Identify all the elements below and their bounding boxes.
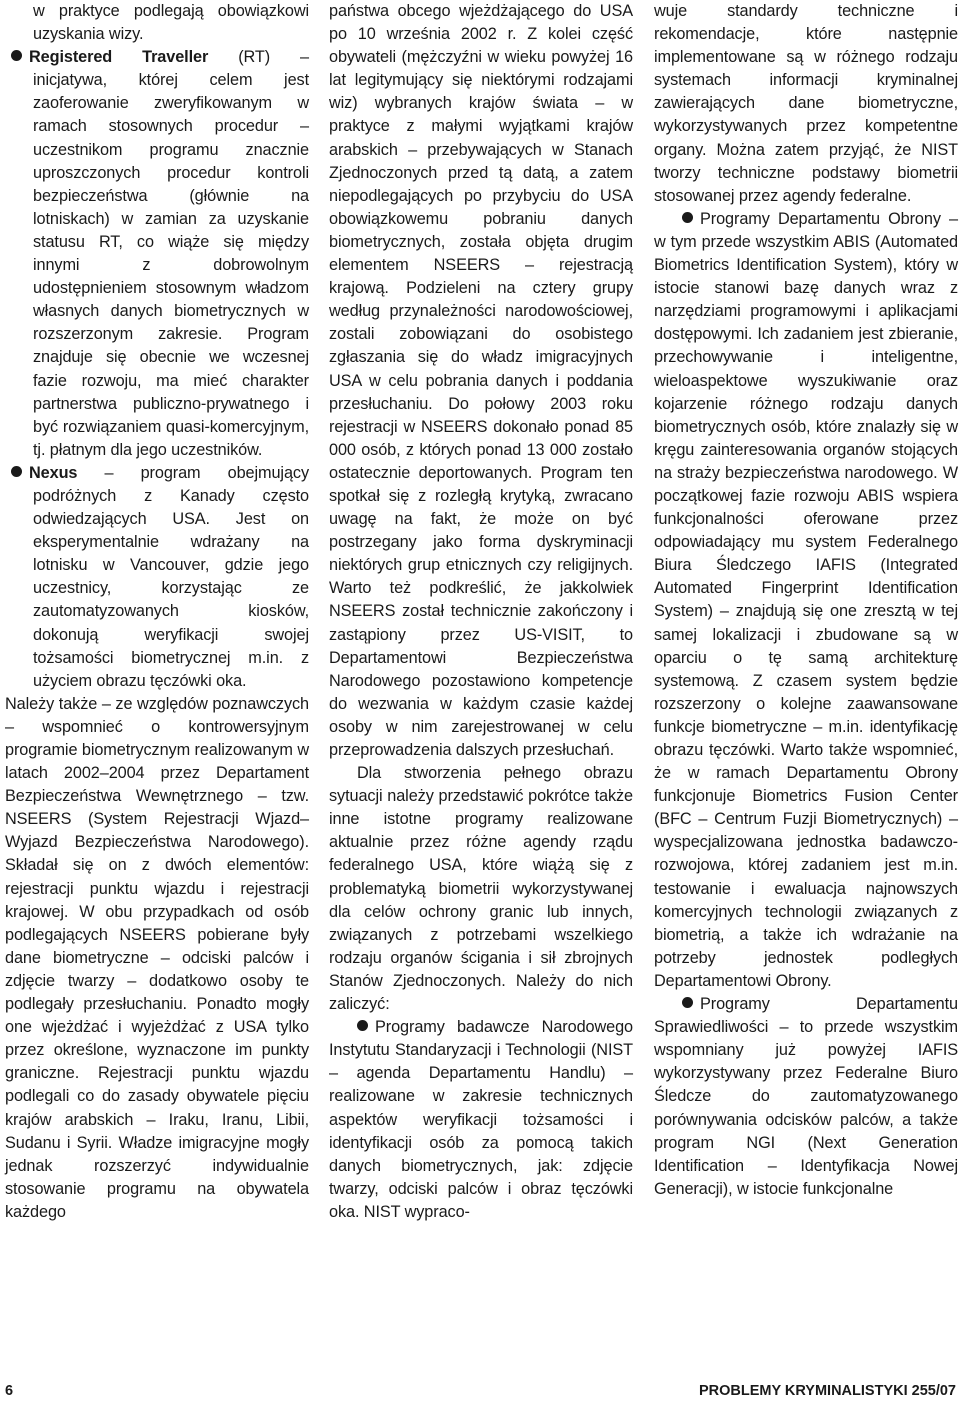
nist-text: Programy badawcze Narodowego Instytutu Standaryzacji i Technologii (NIST – agenda Departamentu Handlu) – realizowane w zakresie technicznych aspektów weryfikacji tożsamości i identyfikacji osób za pomocą takich danych biometrycznych, jak: zdjęcie twarzy, odciski palców i obraz tęczówki oka. NIST wypraco- [329,1018,633,1221]
nexus-title: Nexus [29,463,78,482]
registered-traveller-item [5,46,309,462]
justice-text: Programy Departamentu Sprawiedliwości – to przede wszystkim wspomniany już powyżej IAFIS wykorzystywany przez Federalne Biuro Śledcze do zautomatyzowanego porównywania odcisków palców, a także program NGI (Next Generation Identification – Identyfikacja Nowej Generacji), w istocie funkcjonalne [654,995,958,1198]
bullet-icon [357,1020,368,1031]
intro-text: w praktyce podlegają obowiązkowi uzyskania wizy. [33,2,309,44]
programs-intro-paragraph: Dla stworzenia pełnego obrazu sytuacji należy przedstawić pokrótce także inne istotne programy realizowane aktualnie przez różne agendy rządu federalnego USA, które wiążą się z problematyką biometrii wykorzystywanej dla celów ochrony granic lub innych, związanych z potrzebami wszelkiego rodzaju organów ścigania i sił zbrojnych Stanów Zjednoczonych. Należy do nich zaliczyć: [329,764,633,1014]
page-footer [0,1383,960,1403]
bullet-icon [682,997,693,1008]
nseers-continued-paragraph: państwa obcego wjeżdżającego do USA po 10 września 2002 r. Z kolei część obywateli (mężczyźni w wieku powyżej 16 lat legitymujący się niektórymi rodzajami wiz) wybranych krajów świata – w praktyce z małymi wyjątkami krajów arabskich – przebywających w Stanach Zjednoczonych przed tą datą, a zatem niepodlegających po przybyciu do USA obowiązkowemu pobraniu danych biometrycznych, została objęta drugim elementem NSEERS – rejestracją krajową. Podzieleni na cztery grupy według przynależności narodowościowej, zostali zobowiązani do osobistego zgłaszania się do władz imigracyjnych USA w celu pobrania danych i poddania przesłuchaniu. Do połowy 2003 roku rejestracji w NSEERS dokonało ponad 85 000 osób, z których ponad 13 000 zostało ostatecznie deportowanych. Program ten spotkał się z rozległą krytyką, zwracano uwagę na fakt, że może on być postrzegany jako forma dyskryminacji niektórych grup etnicznych czy religijnych. Warto też podkreślić, że jakkolwiek NSEERS został technicznie zakończony i zastąpiony przez US-VISIT, to Departamentowi Bezpieczeństwa Narodowego pozostawiono kompetencje do wezwania w każdym czasie każdej osoby w nim zarejestrowanej w celu przeprowadzenia dalszych przesłuchań. [329,2,633,759]
justice-item [654,993,958,1201]
nseers-paragraph: Należy także – ze względów poznawczych – wspomnieć o kontrowersyjnym programie biometrycznym realizowanym w latach 2002–2004 przez Departament Bezpieczeństwa Wewnętrznego – tzw. NSEERS (System Rejestracji Wjazd–Wyjazd Bezpieczeństwa Narodowego). Składał się on z dwóch elementów: rejestracji punktu wjazdu i rejestracji krajowej. W obu przypadkach od osób podlegających NSEERS pobierane były dane biometryczne – odciski palców i zdjęcie twarzy – dodatkowo osoby te podlegały przesłuchaniu. Ponadto mogły one wjeżdżać i wyjeżdżać z USA tylko przez określone, wyznaczone im punkty graniczne. Rejestracji punktu wjazdu podlegali co do zasady obywatele pięciu krajów arabskich – Iraku, Iranu, Libii, Sudanu i Syrii. Władze imigracyjne mogły jednak rozszerzyć indywidualnie stosowanie programu na obywatela każdego [5,694,309,1221]
registered-traveller-text: (RT) – inicjatywa, której celem jest zaoferowanie zweryfikowanym w ramach stosownych procedur – uczestnikom programu znacznie uproszczonych procedur kontroli bezpieczeństwa (głównie na lotniskach) w zamian za uzyskanie statusu RT, co wiąże się między innymi z dobrowolnym udostępnieniem stosownym władzom własnych danych biometrycznych w rozszerzonym zakresie. Program znajduje się obecnie we wczesnej fazie rozwoju, ma mieć charakter partnerstwa publiczno-prywatnego i być rozwiązaniem quasi-komercyjnym, tj. płatnym dla jego uczestników. [33,48,309,459]
nist-item [329,1016,633,1224]
bullet-icon [11,50,22,61]
bullet-icon [11,466,22,477]
defense-item [654,208,958,993]
nist-continued-paragraph: wuje standardy techniczne i rekomendacje, które następnie implementowane są w różnego rodzaju systemach informacji kryminalnej zawierających dane biometryczne, wykorzystywanych przez kompetentne organy. Można zatem przyjąć, że NIST tworzy techniczne podstawy biometrii stosowanej przez agendy federalne. [654,2,958,205]
nexus-text: – program obejmujący podróżnych z Kanady często odwiedzających USA. Jest on eksperymentalnie wdrażany na lotnisku w Vancouver, gdzie jego uczestnicy, korzystając ze zautomatyzowanych kiosków, dokonują weryfikacji swojej tożsamości biometrycznej m.in. z użyciem obrazu tęczówki oka. [33,463,309,690]
column-2 [329,0,633,1224]
registered-traveller-title: Registered Traveller [29,48,209,67]
defense-text: Programy Departamentu Obrony – w tym przede wszystkim ABIS (Automated Biometrics Identification System), który w istocie stanowi bazę danych wraz z narzędziami programowymi i aplikacjami dostępowymi. Ich zadaniem jest zbieranie, przechowywanie i inteligentne, wieloaspektowe wyszukiwanie oraz kojarzenie różnego rodzaju danych biometrycznych osób, które znalazły się w kręgu zainteresowania organów stojących na straży bezpieczeństwa narodowego. W początkowej fazie rozwoju ABIS wspiera funkcjonalności oferowane przez odpowiadający mu system Federalnego Biura Śledczego IAFIS (Integrated Automated Fingerprint Identification System) – znajdują się one zresztą w tej samej lokalizacji i zbudowane są w oparciu o tę samą architekturę systemową. Z czasem system będzie rozszerzony o kolejne zaawansowane funkcje biometryczne – m.in. identyfikację obrazu tęczówki. Warto także wspomnieć, że w ramach Departamentu Obrony funkcjonuje Biometrics Fusion Center (BFC – Centrum Fuzji Biometrycznych) – wyspecjalizowana jednostka badawczo-rozwojowa, której zadaniem jest m.in. testowanie i ewaluacja najnowszych komercyjnych technologii związanych z biometrią, a także ich wdrażanie na potrzeby jednostek podległych Departamentowi Obrony. [654,209,958,990]
journal-title: PROBLEMY KRYMINALISTYKI 255/07 [698,1383,956,1399]
bullet-icon [682,212,693,223]
column-3 [654,0,958,1201]
nexus-item [5,462,309,693]
column-1 [5,0,309,1224]
page-number: 6 [5,1383,14,1399]
